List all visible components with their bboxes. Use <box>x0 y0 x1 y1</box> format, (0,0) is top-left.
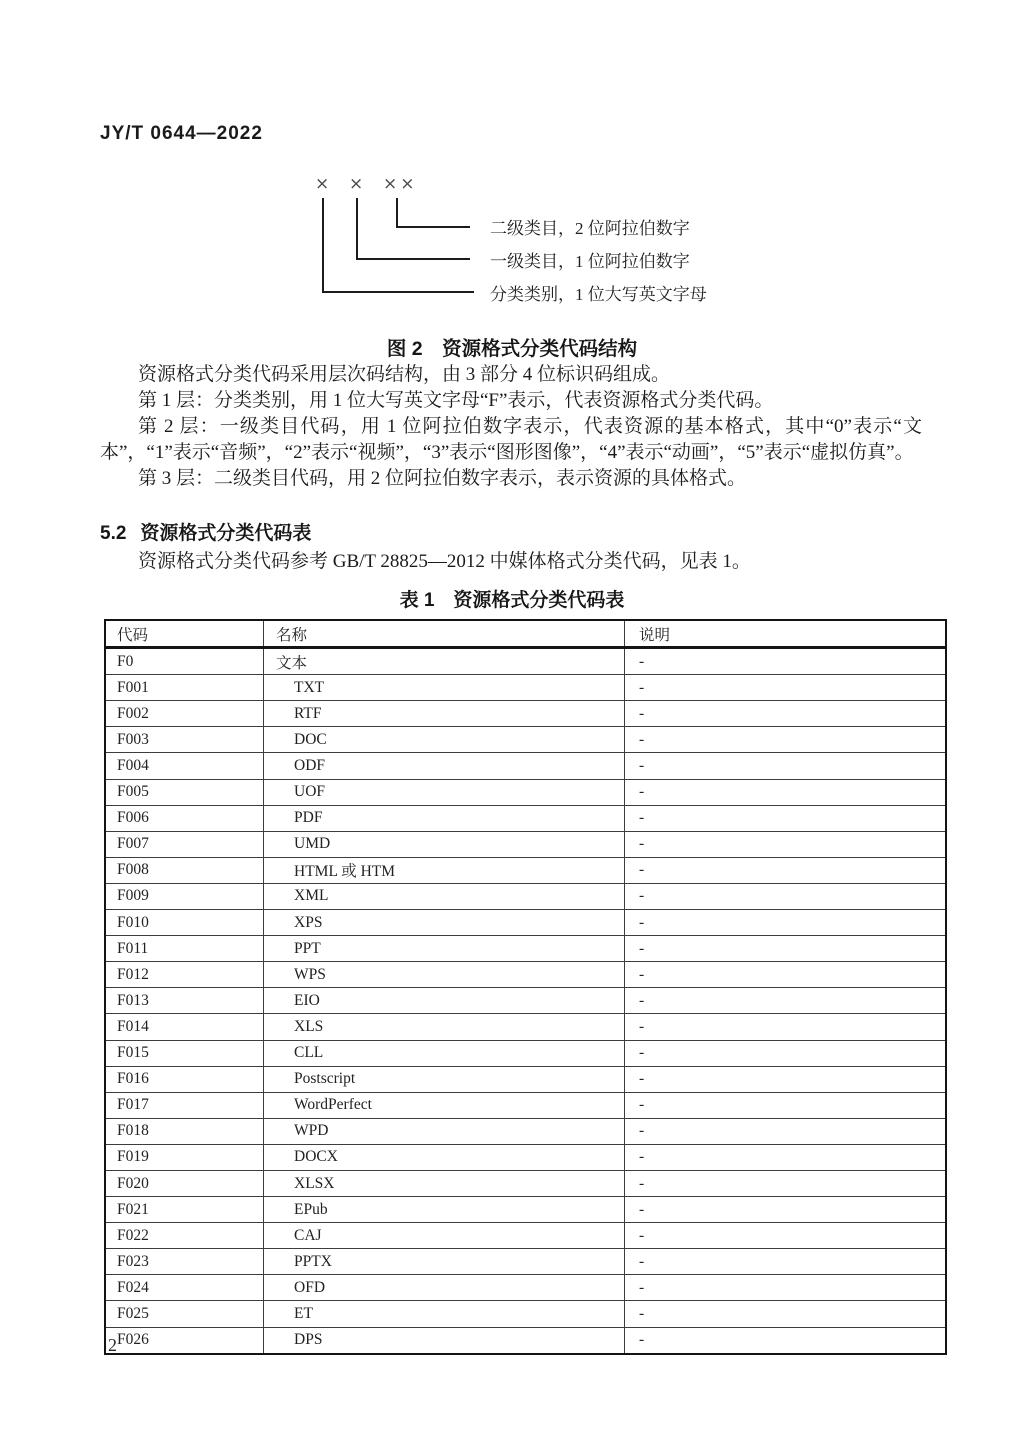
paragraph-structure: 资源格式分类代码采用层次码结构，由 3 部分 4 位标识码组成。 <box>138 364 671 385</box>
cell-desc: - <box>625 831 947 857</box>
cell-code: F023 <box>105 1249 264 1275</box>
cell-code: F006 <box>105 805 264 831</box>
cell-name: WordPerfect <box>264 1092 625 1118</box>
cell-code: F014 <box>105 1014 264 1040</box>
code-digit-mark-1: × <box>315 174 330 194</box>
cell-name: XLS <box>264 1014 625 1040</box>
paragraph-layer2: 第 2 层：一级类目代码，用 1 位阿拉伯数字表示，代表资源的基本格式，其中“0”表示“文本”，“1”表示“音频”，“2”表示“视频”，“3”表示“图形图像”，“4”表示“动画”，“5”表示“虚拟仿真”。 <box>100 415 922 463</box>
cell-desc: - <box>625 648 947 675</box>
cell-name: EPub <box>264 1197 625 1223</box>
table-row <box>105 988 946 1014</box>
cell-desc: - <box>625 1223 947 1249</box>
cell-name: UMD <box>264 831 625 857</box>
table-row <box>105 779 946 805</box>
cell-name: HTML 或 HTM <box>264 857 625 883</box>
figure-label-secondary-category: 二级类目，2 位阿拉伯数字 <box>490 219 690 238</box>
cell-code: F019 <box>105 1144 264 1170</box>
cell-name: 文本 <box>264 648 625 675</box>
cell-code: F010 <box>105 910 264 936</box>
cell-desc: - <box>625 675 947 701</box>
cell-name: WPD <box>264 1118 625 1144</box>
cell-desc: - <box>625 1249 947 1275</box>
table-row <box>105 675 946 701</box>
header-description: 说明 <box>625 620 947 648</box>
cell-name: RTF <box>264 701 625 727</box>
table-row <box>105 883 946 909</box>
cell-name: XLSX <box>264 1170 625 1196</box>
section-heading <box>100 518 311 545</box>
cell-code: F008 <box>105 857 264 883</box>
code-digit-mark-3: ×× <box>383 174 418 194</box>
cell-name: ODF <box>264 753 625 779</box>
cell-desc: - <box>625 1275 947 1301</box>
table-row <box>105 831 946 857</box>
body-text <box>100 362 922 492</box>
cell-desc: - <box>625 1118 947 1144</box>
table-row <box>105 648 946 675</box>
table-row <box>105 1327 946 1354</box>
cell-desc: - <box>625 1066 947 1092</box>
cell-name: PPTX <box>264 1249 625 1275</box>
table-row <box>105 1144 946 1170</box>
table-row <box>105 1223 946 1249</box>
header-name: 名称 <box>264 620 625 648</box>
cell-name: OFD <box>264 1275 625 1301</box>
page-number: 2 <box>108 1335 117 1355</box>
table-row <box>105 857 946 883</box>
cell-code: F021 <box>105 1197 264 1223</box>
figure-label-class-letter: 分类类别，1 位大写英文字母 <box>490 285 707 304</box>
cell-name: PDF <box>264 805 625 831</box>
cell-name: PPT <box>264 936 625 962</box>
cell-name: DPS <box>264 1327 625 1354</box>
cell-name: Postscript <box>264 1066 625 1092</box>
cell-code: F009 <box>105 883 264 909</box>
table-row <box>105 753 946 779</box>
cell-name: UOF <box>264 779 625 805</box>
cell-desc: - <box>625 779 947 805</box>
cell-name: CAJ <box>264 1223 625 1249</box>
cell-code: F018 <box>105 1118 264 1144</box>
table-row <box>105 1014 946 1040</box>
doc-number: JY/T 0644—2022 <box>100 123 263 144</box>
cell-code: F001 <box>105 675 264 701</box>
cell-code: F002 <box>105 701 264 727</box>
table-row <box>105 936 946 962</box>
figure-label-primary-category: 一级类目，1 位阿拉伯数字 <box>490 252 690 271</box>
table-row <box>105 727 946 753</box>
cell-desc: - <box>625 753 947 779</box>
table-row <box>105 1249 946 1275</box>
cell-code: F015 <box>105 1040 264 1066</box>
cell-desc: - <box>625 1040 947 1066</box>
table-row <box>105 1197 946 1223</box>
table-row <box>105 1066 946 1092</box>
cell-name: XPS <box>264 910 625 936</box>
cell-code: F0 <box>105 648 264 675</box>
section-number: 5.2 <box>100 523 127 544</box>
cell-name: XML <box>264 883 625 909</box>
cell-code: F024 <box>105 1275 264 1301</box>
cell-code: F013 <box>105 988 264 1014</box>
cell-code: F007 <box>105 831 264 857</box>
cell-desc: - <box>625 1327 947 1354</box>
cell-desc: - <box>625 936 947 962</box>
cell-code: F017 <box>105 1092 264 1118</box>
table-row <box>105 910 946 936</box>
cell-desc: - <box>625 910 947 936</box>
cell-name: ET <box>264 1301 625 1327</box>
paragraph-layer1: 第 1 层：分类类别，用 1 位大写英文字母“F”表示，代表资源格式分类代码。 <box>138 389 774 411</box>
cell-desc: - <box>625 883 947 909</box>
table-row <box>105 1118 946 1144</box>
table-row <box>105 805 946 831</box>
cell-code: F003 <box>105 727 264 753</box>
format-table-body <box>105 648 946 1354</box>
cell-code: F016 <box>105 1066 264 1092</box>
cell-code: F020 <box>105 1170 264 1196</box>
cell-code: F025 <box>105 1301 264 1327</box>
table-row <box>105 1301 946 1327</box>
cell-desc: - <box>625 1170 947 1196</box>
cell-name: DOC <box>264 727 625 753</box>
paragraph-layer3: 第 3 层：二级类目代码，用 2 位阿拉伯数字表示，表示资源的具体格式。 <box>138 467 747 489</box>
code-digit-mark-2: × <box>349 174 364 194</box>
cell-code: F004 <box>105 753 264 779</box>
cell-desc: - <box>625 701 947 727</box>
cell-desc: - <box>625 988 947 1014</box>
cell-name: WPS <box>264 962 625 988</box>
cell-name: EIO <box>264 988 625 1014</box>
format-code-table <box>104 619 947 1355</box>
cell-desc: - <box>625 1144 947 1170</box>
table-row <box>105 962 946 988</box>
cell-code: F026 <box>105 1327 264 1354</box>
cell-desc: - <box>625 1092 947 1118</box>
cell-desc: - <box>625 857 947 883</box>
section-title: 资源格式分类代码表 <box>140 523 312 544</box>
cell-code: F011 <box>105 936 264 962</box>
cell-desc: - <box>625 1197 947 1223</box>
cell-name: CLL <box>264 1040 625 1066</box>
figure-caption: 图 2 资源格式分类代码结构 <box>386 338 638 360</box>
cell-code: F022 <box>105 1223 264 1249</box>
cell-desc: - <box>625 1301 947 1327</box>
cell-desc: - <box>625 962 947 988</box>
cell-desc: - <box>625 727 947 753</box>
table-row <box>105 1170 946 1196</box>
table-header-row <box>105 620 946 648</box>
table-caption: 表 1 资源格式分类代码表 <box>399 590 625 611</box>
table-row <box>105 1092 946 1118</box>
cell-code: F005 <box>105 779 264 805</box>
cell-name: DOCX <box>264 1144 625 1170</box>
cell-desc: - <box>625 805 947 831</box>
table-row <box>105 701 946 727</box>
section-paragraph: 资源格式分类代码参考 GB/T 28825—2012 中媒体格式分类代码，见表 1。 <box>138 551 751 572</box>
cell-name: TXT <box>264 675 625 701</box>
table-row <box>105 1275 946 1301</box>
cell-code: F012 <box>105 962 264 988</box>
cell-desc: - <box>625 1014 947 1040</box>
table-row <box>105 1040 946 1066</box>
bracket-line-class-letter <box>322 198 474 293</box>
header-code: 代码 <box>105 620 264 648</box>
